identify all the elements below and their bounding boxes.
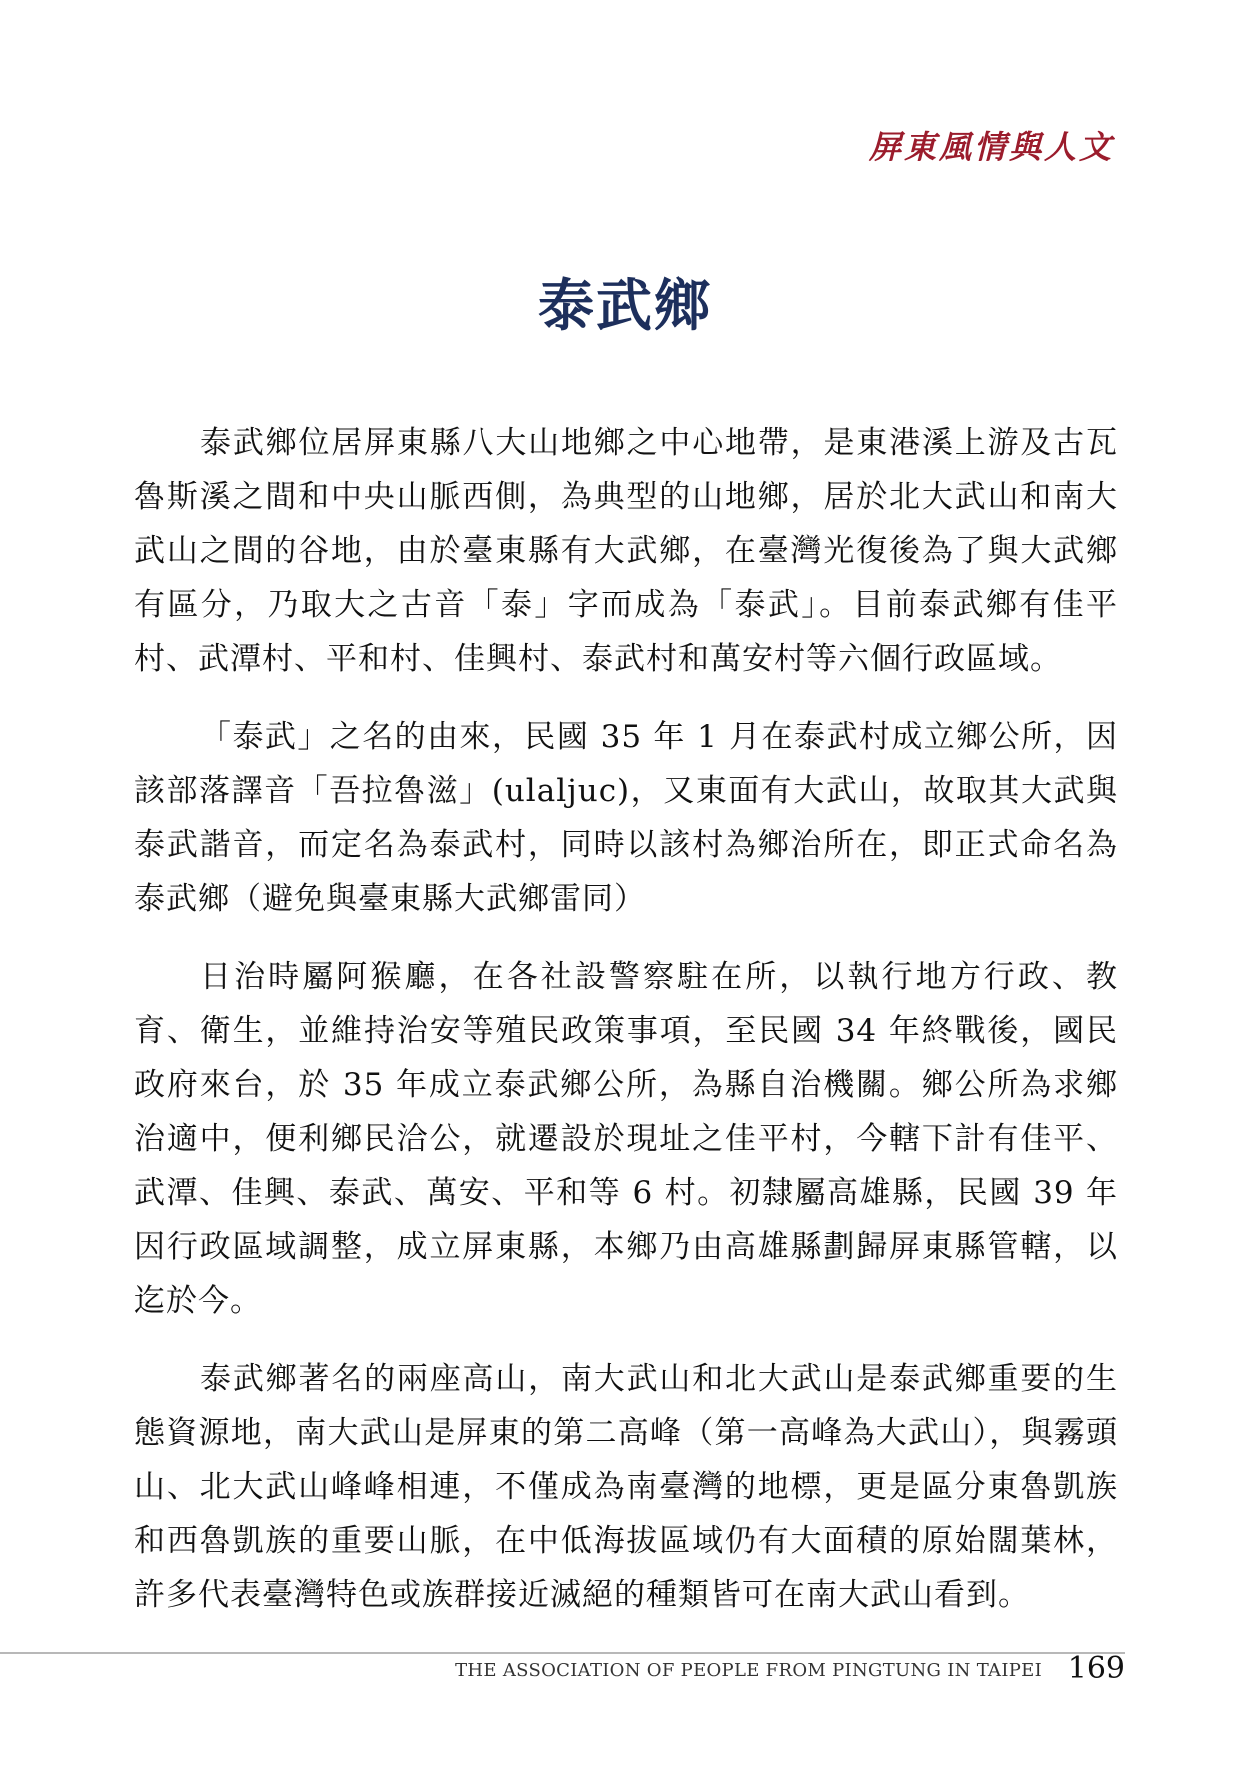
paragraph-2: 「泰武」之名的由來，民國 35 年 1 月在泰武村成立鄉公所，因該部落譯音「吾拉魯滋」(ulaljuc)，又東面有大武山，故取其大武與泰武諧音，而定名為泰武村，同時以該村為鄉治所在，即正式命名為泰武鄉（避免與臺東縣大武鄉雷同） bbox=[134, 719, 1118, 917]
running-head: 屏東風情與人文 bbox=[868, 128, 1114, 166]
footer-divider bbox=[0, 1652, 1125, 1654]
page-title: 泰武鄉 bbox=[538, 274, 712, 339]
page-number: 169 bbox=[1067, 1651, 1125, 1686]
article-body bbox=[134, 416, 1118, 1646]
paragraph-3: 日治時屬阿猴廳，在各社設警察駐在所，以執行地方行政、教育、衛生，並維持治安等殖民政策事項，至民國 34 年終戰後，國民政府來台，於 35 年成立泰武鄉公所，為縣自治機關。鄉公所為求鄉治適中，便利鄉民洽公，就遷設於現址之佳平村，今轄下計有佳平、武潭、佳興、泰武、萬安、平和等 6 村。初隸屬高雄縣，民國 39 年因行政區域調整，成立屏東縣，本鄉乃由高雄縣劃歸屏東縣管轄，以迄於今。 bbox=[134, 959, 1118, 1319]
paragraph-1: 泰武鄉位居屏東縣八大山地鄉之中心地帶，是東港溪上游及古瓦魯斯溪之間和中央山脈西側，為典型的山地鄉，居於北大武山和南大武山之間的谷地，由於臺東縣有大武鄉，在臺灣光復後為了與大武鄉有區分，乃取大之古音「泰」字而成為「泰武」。目前泰武鄉有佳平村、武潭村、平和村、佳興村、泰武村和萬安村等六個行政區域。 bbox=[134, 425, 1118, 677]
paragraph-4: 泰武鄉著名的兩座高山，南大武山和北大武山是泰武鄉重要的生態資源地，南大武山是屏東的第二高峰（第一高峰為大武山），與霧頭山、北大武山峰峰相連，不僅成為南臺灣的地標，更是區分東魯凱族和西魯凱族的重要山脈，在中低海拔區域仍有大面積的原始闊葉林，許多代表臺灣特色或族群接近滅絕的種類皆可在南大武山看到。 bbox=[134, 1361, 1118, 1613]
footer-publisher: THE ASSOCIATION OF PEOPLE FROM PINGTUNG IN TAIPEI bbox=[455, 1660, 1042, 1681]
